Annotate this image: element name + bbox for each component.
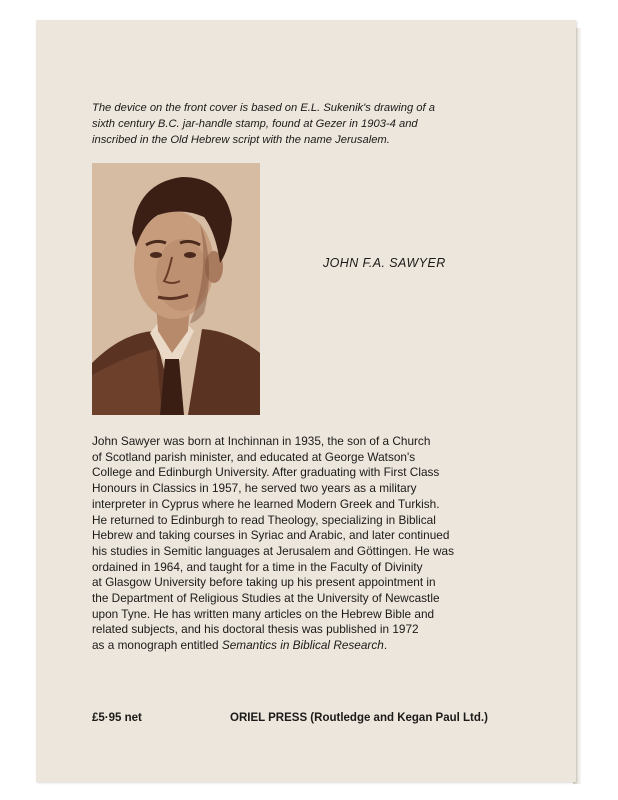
bio-last-suffix: . (383, 638, 388, 653)
caption-line: The device on the front cover is based on E.L. Sukenik's drawing of a (92, 102, 435, 114)
bio-line: Honours in Classics in 1957, he served two years as a military (92, 481, 417, 496)
book-title: Semantics in Biblical Research (221, 638, 384, 653)
cover-device-caption (92, 100, 492, 148)
author-biography (92, 434, 522, 654)
bio-line: College and Edinburgh University. After graduating with First Class (92, 465, 440, 480)
bio-line: ordained in 1964, and taught for a time in the Faculty of Divinity (92, 559, 423, 574)
bio-line: at Glasgow University before taking up his present appointment in (92, 575, 436, 590)
bio-last-prefix: as a monograph entitled (92, 638, 222, 653)
bio-line: of Scotland parish minister, and educated at George Watson's (92, 449, 416, 464)
bio-line-last (92, 638, 522, 654)
bio-line: He returned to Edinburgh to read Theology, specializing in Biblical (92, 512, 436, 527)
publisher-label: ORIEL PRESS (Routledge and Kegan Paul Ltd.) (230, 712, 488, 724)
author-name: JOHN F.A. SAWYER (323, 256, 446, 270)
bio-line: interpreter in Cyprus where he learned Modern Greek and Turkish. (92, 496, 440, 511)
caption-line: sixth century B.C. jar-handle stamp, found at Gezer in 1903-4 and (92, 118, 418, 130)
bio-line: Hebrew and taking courses in Syriac and Arabic, and later continued (92, 528, 450, 543)
bio-line: the Department of Religious Studies at the University of Newcastle (92, 591, 440, 606)
price-label: £5·95 net (92, 712, 142, 724)
bio-line: related subjects, and his doctoral thesis was published in 1972 (92, 622, 419, 637)
bio-line: John Sawyer was born at Inchinnan in 1935, the son of a Church (92, 434, 431, 448)
caption-line: inscribed in the Old Hebrew script with the name Jerusalem. (92, 134, 390, 146)
bio-line: upon Tyne. He has written many articles on the Hebrew Bible and (92, 606, 435, 621)
author-portrait-photo (92, 163, 260, 415)
bio-line: his studies in Semitic languages at Jerusalem and Göttingen. He was (92, 543, 454, 558)
